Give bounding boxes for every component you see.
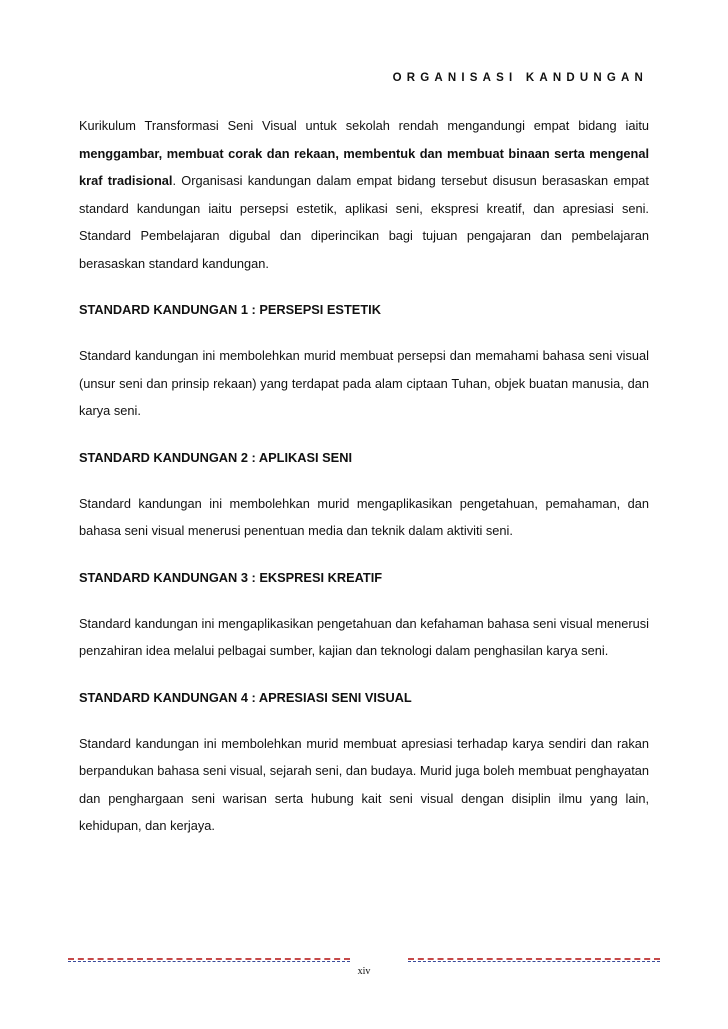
- section-2-body: Standard kandungan ini membolehkan murid mengaplikasikan pengetahuan, pemahaman, dan bahasa seni visual menerusi penentuan media dan teknik dalam aktiviti seni.: [79, 495, 649, 538]
- footer-divider-left: [68, 958, 350, 960]
- intro-text-after: . Organisasi kandungan dalam empat bidang tersebut disusun berasaskan empat standard kandungan iaitu persepsi estetik, aplikasi seni, ekspresi kreatif, dan apresiasi seni. Standard Pembelajaran digubal dan diperincikan bagi tujuan pengajaran dan pembelajaran berasaskan standard kandungan.: [79, 173, 649, 271]
- intro-paragraph: [79, 112, 649, 277]
- section-4-body: Standard kandungan ini membolehkan murid membuat apresiasi terhadap karya sendiri dan rakan berpandukan bahasa seni visual, sejarah seni, dan budaya. Murid juga boleh membuat penghayatan dan penghargaan seni warisan serta hubung kait seni visual dengan disiplin ilmu yang lain, kehidupan, dan kerjaya.: [79, 735, 649, 833]
- section-4-heading: STANDARD KANDUNGAN 4 : APRESIASI SENI VISUAL: [79, 689, 412, 705]
- section-2-heading: STANDARD KANDUNGAN 2 : APLIKASI SENI: [79, 449, 353, 465]
- document-title: ORGANISASI KANDUNGAN: [392, 72, 648, 84]
- document-content: [79, 112, 649, 861]
- intro-bold-text: menggambar, membuat corak dan rekaan, membentuk dan membuat binaan serta mengenal kraf tradisional: [79, 145, 649, 188]
- section-3-heading: STANDARD KANDUNGAN 3 : EKSPRESI KREATIF: [79, 569, 383, 585]
- intro-text-before: Kurikulum Transformasi Seni Visual untuk sekolah rendah mengandungi empat bidang iaitu: [79, 118, 649, 133]
- page-number: xiv: [357, 966, 371, 977]
- section-1-heading: STANDARD KANDUNGAN 1 : PERSEPSI ESTETIK: [79, 302, 381, 317]
- section-1-body: Standard kandungan ini membolehkan murid membuat persepsi dan memahami bahasa seni visual (unsur seni dan prinsip rekaan) yang terdapat pada alam ciptaan Tuhan, objek buatan manusia, dan karya seni.: [79, 348, 649, 418]
- footer-divider-right: [408, 958, 660, 960]
- section-3-body: Standard kandungan ini mengaplikasikan pengetahuan dan kefahaman bahasa seni visual menerusi penzahiran idea melalui pelbagai sumber, kajian dan teknologi dalam penghasilan karya seni.: [79, 615, 649, 658]
